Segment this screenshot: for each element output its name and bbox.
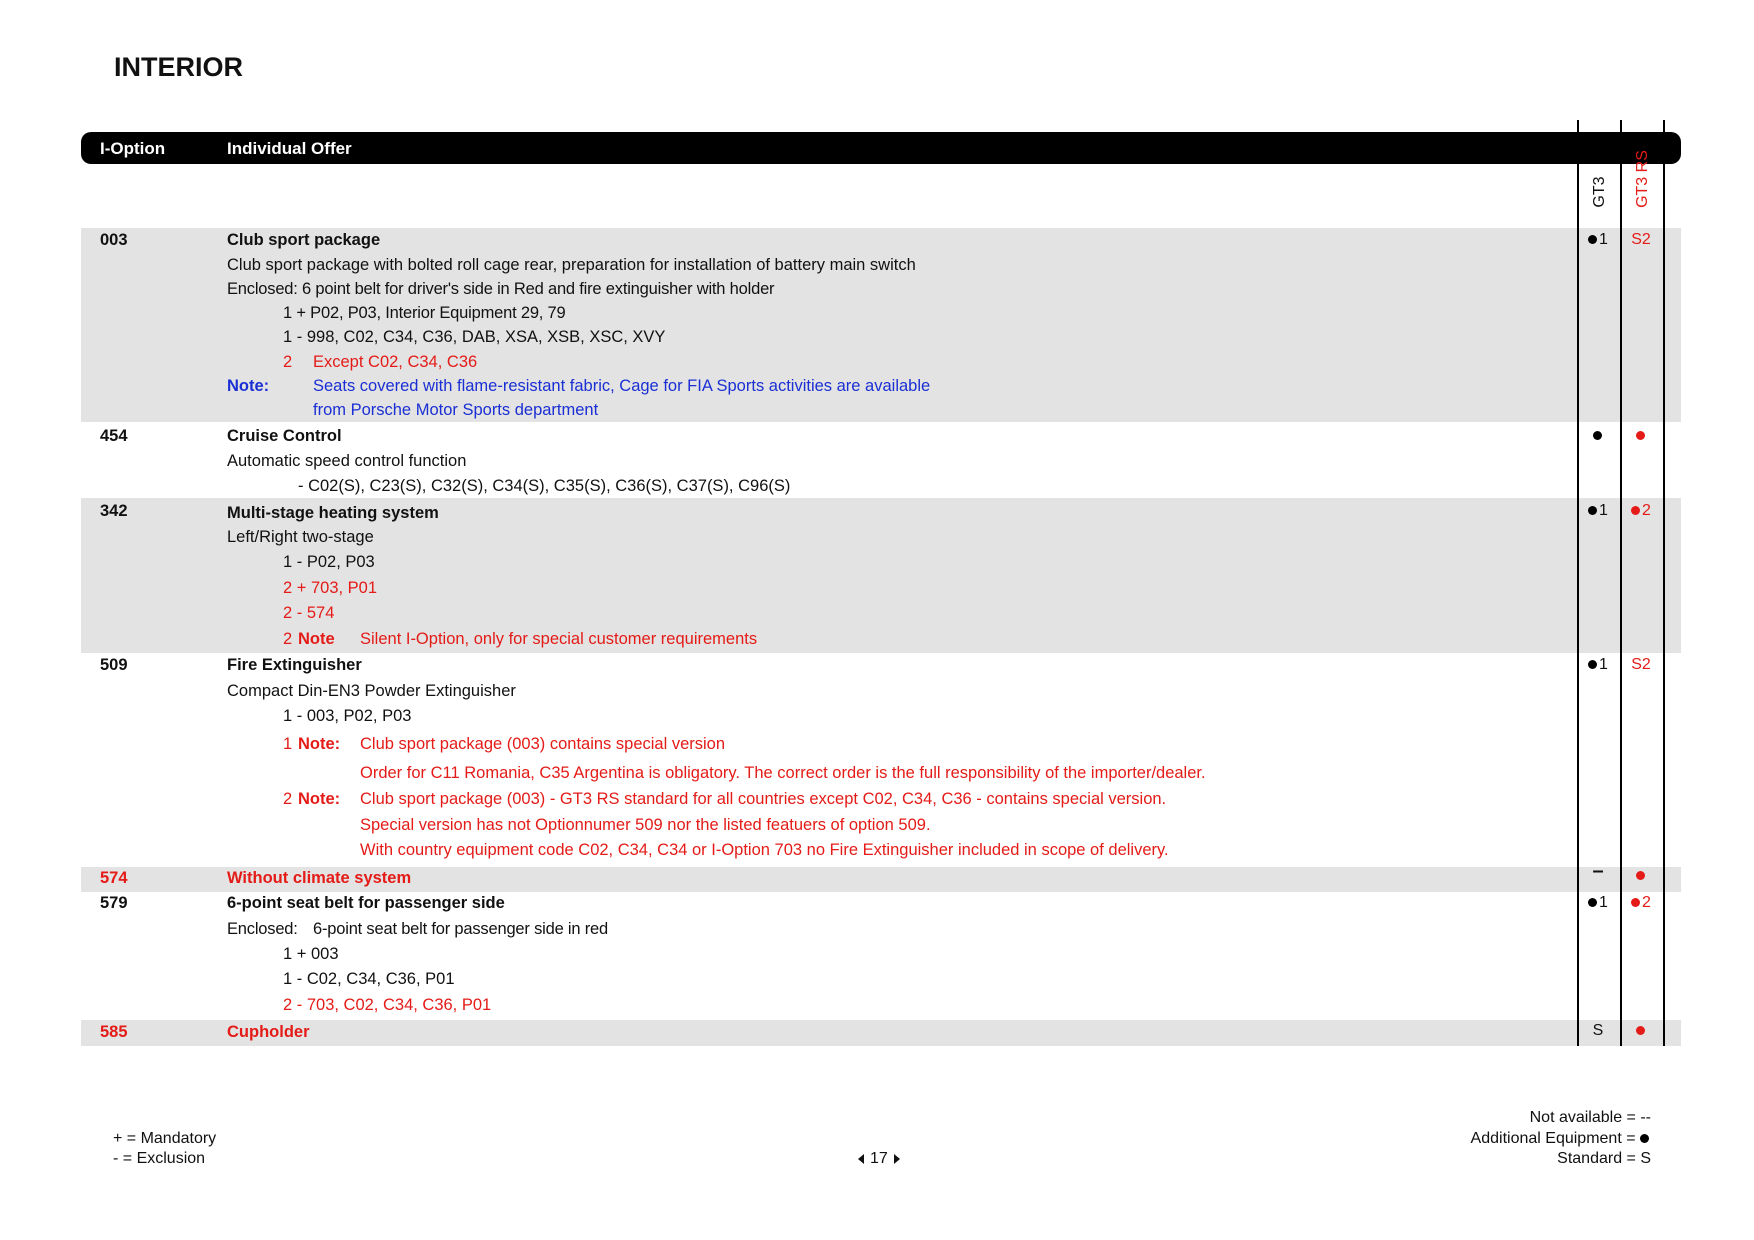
gt3-availability: 1 [1578, 502, 1618, 520]
option-code: 454 [100, 427, 128, 445]
additional-equipment-icon [1640, 1134, 1649, 1143]
gt3rs-availability: 2 [1621, 894, 1661, 912]
legend-exclusion: - = Exclusion [113, 1150, 206, 1167]
additional-equipment-icon [1636, 431, 1645, 440]
note-text: Seats covered with flame-resistant fabric, Cage for FIA Sports activities are available [313, 377, 931, 395]
page-title: INTERIOR [114, 52, 244, 82]
gt3rs-availability: 2 [1621, 502, 1661, 520]
note-label: Note: [298, 735, 341, 753]
note-text: Silent I-Option, only for special customer requirements [360, 630, 758, 648]
note-text: Club sport package (003) - GT3 RS standard for all countries except C02, C34, C36 - contains special version. [360, 790, 1167, 808]
gt3-availability: 1 [1578, 231, 1618, 249]
option-code: 585 [100, 1023, 128, 1041]
additional-equipment-icon [1631, 898, 1640, 907]
option-code: 574 [100, 869, 128, 887]
model-header-gt3rs: GT3 RS [1634, 150, 1651, 208]
rule-line: 2 - 703, C02, C34, C36, P01 [283, 996, 492, 1014]
rule-number: 1 [283, 735, 293, 753]
rule-line: 1 - 003, P02, P03 [283, 707, 412, 725]
gt3-availability: 1 [1578, 894, 1618, 912]
rule-number: 2 [283, 790, 293, 808]
rule-line: 1 - C02, C34, C36, P01 [283, 970, 455, 988]
gt3rs-availability: S2 [1631, 656, 1651, 673]
page-navigation [858, 1150, 900, 1168]
rule-line: 2 - 574 [283, 604, 335, 622]
option-title: Club sport package [227, 231, 381, 249]
note-text: Special version has not Optionnumer 509 nor the listed featuers of option 509. [360, 816, 931, 834]
gt3-availability: S [1592, 1022, 1604, 1039]
gt3rs-availability: S2 [1631, 231, 1651, 248]
gt3rs-availability [1621, 427, 1661, 445]
row-band-585 [81, 1020, 1681, 1046]
additional-equipment-icon [1588, 660, 1597, 669]
option-title: Cruise Control [227, 427, 342, 445]
option-title: Multi-stage heating system [227, 504, 439, 522]
rule-line: 1 - 998, C02, C34, C36, DAB, XSA, XSB, XSC, XVY [283, 328, 666, 346]
note-text: from Porsche Motor Sports department [313, 401, 599, 419]
rule-line: 1 - P02, P03 [283, 553, 375, 571]
option-title: Cupholder [227, 1023, 310, 1041]
note-text: Order for C11 Romania, C35 Argentina is obligatory. The correct order is the full responsibility of the importer/dealer. [360, 764, 1206, 782]
gt3rs-availability [1621, 867, 1661, 885]
gt3-availability [1578, 427, 1618, 445]
enclosed-label: Enclosed: [227, 920, 298, 938]
note-label: Note: [227, 377, 270, 395]
option-code: 003 [100, 231, 128, 249]
note-text: Club sport package (003) contains special version [360, 735, 726, 753]
option-code: 342 [100, 502, 128, 520]
page-number: 17 [870, 1150, 888, 1167]
legend-additional-equipment: Additional Equipment = [1471, 1130, 1651, 1148]
option-description: Club sport package with bolted roll cage rear, preparation for installation of battery main switch [227, 256, 916, 274]
note-label: Note: [298, 790, 341, 808]
gt3-availability: – [1592, 860, 1604, 882]
additional-equipment-icon [1636, 871, 1645, 880]
enclosed-text: Enclosed: 6 point belt for driver's side in Red and fire extinguisher with holder [227, 280, 775, 298]
additional-equipment-icon [1588, 898, 1597, 907]
option-title: Fire Extinguisher [227, 656, 362, 674]
option-title: Without climate system [227, 869, 412, 887]
additional-equipment-icon [1636, 1026, 1645, 1035]
rule-number: 2 [283, 630, 293, 648]
option-code: 509 [100, 656, 128, 674]
gt3-availability: 1 [1578, 656, 1618, 674]
rule-number: 2 [283, 353, 293, 371]
rule-line: - C02(S), C23(S), C32(S), C34(S), C35(S), C36(S), C37(S), C96(S) [298, 477, 791, 495]
option-description: Compact Din-EN3 Powder Extinguisher [227, 682, 516, 700]
rule-line: Except C02, C34, C36 [313, 353, 478, 371]
next-page-icon[interactable] [894, 1154, 900, 1164]
additional-equipment-icon [1631, 506, 1640, 515]
option-description: Left/Right two-stage [227, 528, 374, 546]
rule-line: 2 + 703, P01 [283, 579, 378, 597]
option-code: 579 [100, 894, 128, 912]
column-divider-3 [1663, 120, 1665, 1046]
additional-equipment-icon [1588, 506, 1597, 515]
option-description: Automatic speed control function [227, 452, 467, 470]
legend-standard: Standard = S [1557, 1150, 1651, 1167]
header-ioption: I-Option [100, 139, 166, 158]
option-title: 6-point seat belt for passenger side [227, 894, 505, 912]
note-text: With country equipment code C02, C34, C34 or I-Option 703 no Fire Extinguisher included in scope of delivery. [360, 841, 1169, 859]
header-individual-offer: Individual Offer [227, 139, 352, 158]
legend-mandatory: + = Mandatory [113, 1130, 217, 1147]
legend-not-available: Not available = -- [1529, 1109, 1651, 1126]
rule-line: 1 + 003 [283, 945, 339, 963]
enclosed-text: 6-point seat belt for passenger side in red [313, 920, 608, 938]
note-label: Note [298, 630, 335, 648]
gt3rs-availability [1621, 1022, 1661, 1040]
previous-page-icon[interactable] [858, 1154, 864, 1164]
model-header-gt3: GT3 [1591, 176, 1608, 208]
additional-equipment-icon [1593, 431, 1602, 440]
additional-equipment-icon [1588, 235, 1597, 244]
rule-line: 1 + P02, P03, Interior Equipment 29, 79 [283, 304, 566, 322]
